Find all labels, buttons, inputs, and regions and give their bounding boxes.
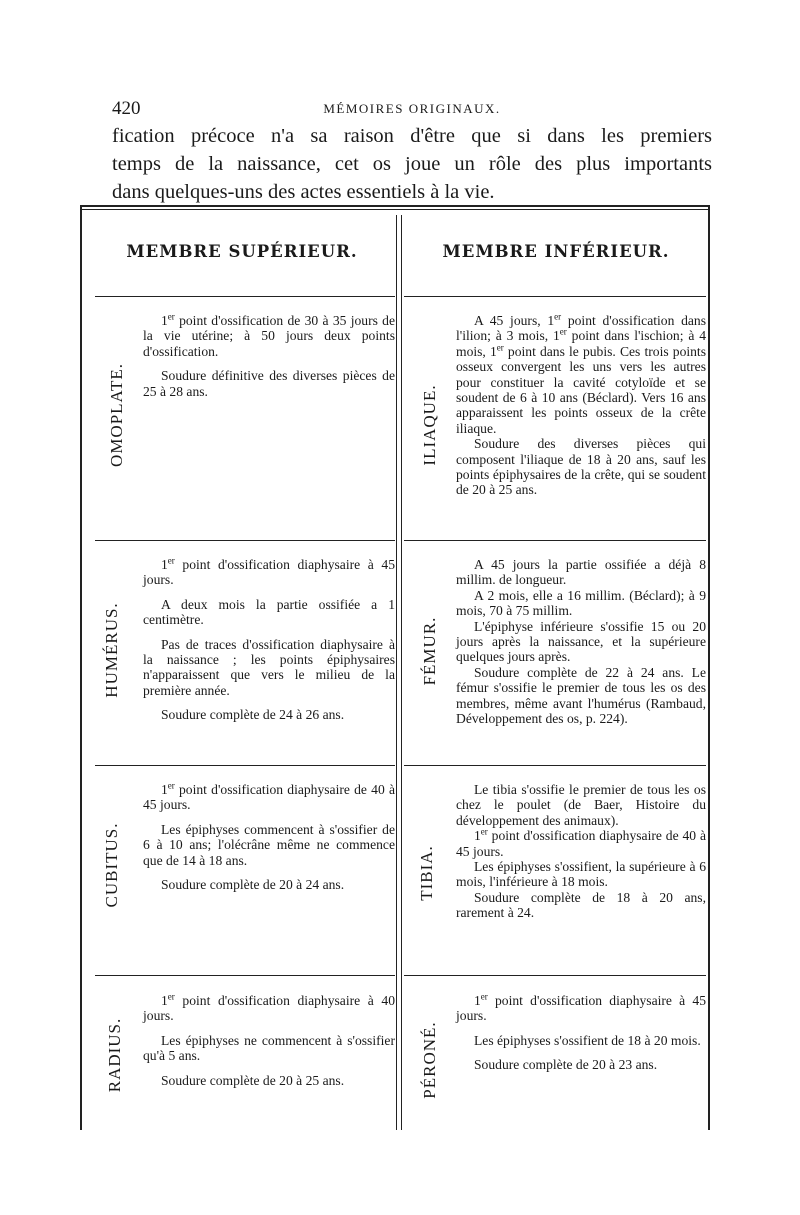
cell-paragraph: Soudure définitive des diverses pièces de 25 à 28 ans. xyxy=(143,368,395,399)
row-separator xyxy=(404,975,706,976)
cell-paragraph: 1er point d'ossification diaphysaire à 40 jours. xyxy=(143,991,395,1024)
center-divider xyxy=(396,215,397,1130)
cell-paragraph: 1er point d'ossification diaphysaire de 40 à 45 jours. xyxy=(456,826,706,859)
center-divider xyxy=(401,215,402,1130)
running-title: MÉMOIRES ORIGINAUX. xyxy=(323,101,501,116)
table-top-rule xyxy=(80,205,710,207)
row-separator xyxy=(404,540,706,541)
bone-label-cubitus: CUBITUS. xyxy=(102,822,121,908)
cell-paragraph: Soudure complète de 20 à 23 ans. xyxy=(474,1057,658,1073)
page-number: 420 xyxy=(112,98,141,119)
cell-paragraph: 1er point d'ossification diaphysaire de 40 à 45 jours. xyxy=(143,780,395,813)
cell-paragraph: Les épiphyses s'ossifient de 18 à 20 mois. xyxy=(474,1032,701,1048)
cell-paragraph: Soudure complète de 20 à 25 ans. xyxy=(161,1072,345,1088)
cell-paragraph: Les épiphyses ne commencent à s'ossifier qu'à 5 ans. xyxy=(143,1032,395,1064)
intro-line: dans quelques-uns des actes essentiels à la vie. xyxy=(112,181,495,203)
table-left-border xyxy=(80,205,82,1130)
table-top-rule-thin xyxy=(80,209,710,210)
cell-paragraph: A 2 mois, elle a 16 millim. (Béclard); à 9 mois, 70 à 75 millim. xyxy=(456,587,706,619)
cell-paragraph: 1er point d'ossification diaphysaire à 45 jours. xyxy=(143,555,395,588)
row-separator xyxy=(404,296,706,297)
row-separator xyxy=(95,765,395,766)
table-right-border xyxy=(708,205,710,1130)
cell-cubitus xyxy=(143,782,395,892)
row-separator xyxy=(95,296,395,297)
cell-paragraph: A 45 jours la partie ossifiée a déjà 8 millim. de longueur. xyxy=(456,557,706,588)
row-separator xyxy=(95,975,395,976)
cell-radius xyxy=(143,993,395,1088)
bone-label-perone: PÉRONÉ. xyxy=(420,1021,439,1099)
cell-paragraph: Soudure complète de 20 à 24 ans. xyxy=(161,877,345,893)
cell-paragraph: Le tibia s'ossifie le premier de tous les os chez le poulet (de Baer, Histoire du développement des animaux). xyxy=(456,782,706,828)
cell-paragraph: A 45 jours, 1er point d'ossification dans l'ilion; à 3 mois, 1er point dans l'ischion; à 4 mois, 1er point dans le pubis. Ces trois points osseux convergent les uns vers les autres pour constituer la cavité cotyloïde et se soudent de 6 à 10 ans (Béclard). Vers 16 ans apparaissent les points osseux de la crête iliaque. xyxy=(456,311,707,436)
page-header xyxy=(112,98,712,122)
cell-paragraph: Les épiphyses commencent à s'ossifier de 6 à 10 ans; l'olécrâne même ne commence que de 14 à 18 ans. xyxy=(143,821,395,868)
row-separator xyxy=(95,540,395,541)
cell-femur xyxy=(456,557,706,726)
intro-paragraph xyxy=(112,122,712,206)
cell-omoplate xyxy=(143,313,395,399)
bone-label-humerus: HUMÉRUS. xyxy=(102,602,121,698)
column-header-superieur: MEMBRE SUPÉRIEUR. xyxy=(126,242,358,261)
cell-perone xyxy=(456,993,706,1073)
intro-line: temps de la naissance, cet os joue un rôle des plus importants xyxy=(112,153,712,175)
cell-paragraph: L'épiphyse inférieure s'ossifie 15 ou 20 jours après la naissance, et la supérieure quelques jours après. xyxy=(456,618,706,665)
row-separator xyxy=(404,765,706,766)
cell-paragraph: 1er point d'ossification de 30 à 35 jours de la vie utérine; à 50 jours deux points d'ossification. xyxy=(143,311,395,359)
cell-humerus xyxy=(143,557,395,723)
cell-paragraph: Soudure complète de 24 à 26 ans. xyxy=(161,707,345,723)
cell-paragraph: Soudure complète de 18 à 20 ans, rarement à 24. xyxy=(456,889,706,921)
bone-label-tibia: TIBIA. xyxy=(417,845,436,901)
column-header-inferieur: MEMBRE INFÉRIEUR. xyxy=(442,242,670,261)
cell-paragraph: Pas de traces d'ossification diaphysaire à la naissance ; les points épiphysaires n'apparaissent que vers le milieu de la première année. xyxy=(143,636,395,698)
cell-paragraph: Les épiphyses s'ossifient, la supérieure à 6 mois, l'inférieure à 18 mois. xyxy=(456,859,706,890)
cell-paragraph: Soudure des diverses pièces qui composent l'iliaque de 18 à 20 ans, sauf les points épiphysaires de la crête, qui se soudent de 20 à 25 ans. xyxy=(456,436,706,498)
bone-label-femur: FÉMUR. xyxy=(420,616,439,686)
cell-iliaque xyxy=(456,313,706,498)
bone-label-omoplate: OMOPLATE. xyxy=(107,363,126,467)
cell-paragraph: A deux mois la partie ossifiée a 1 centimètre. xyxy=(143,596,395,628)
bone-label-radius: RADIUS. xyxy=(105,1017,124,1093)
bone-label-iliaque: ILIAQUE. xyxy=(420,384,439,466)
cell-paragraph: Soudure complète de 22 à 24 ans. Le fémur s'ossifie le premier de tous les os des membres, même avant l'humérus (Rambaud, Développement des os, p. 224). xyxy=(456,664,706,727)
cell-tibia xyxy=(456,782,706,921)
intro-line: fication précoce n'a sa raison d'être que si dans les premiers xyxy=(112,125,712,147)
cell-paragraph: 1er point d'ossification diaphysaire à 45 jours. xyxy=(456,991,706,1024)
